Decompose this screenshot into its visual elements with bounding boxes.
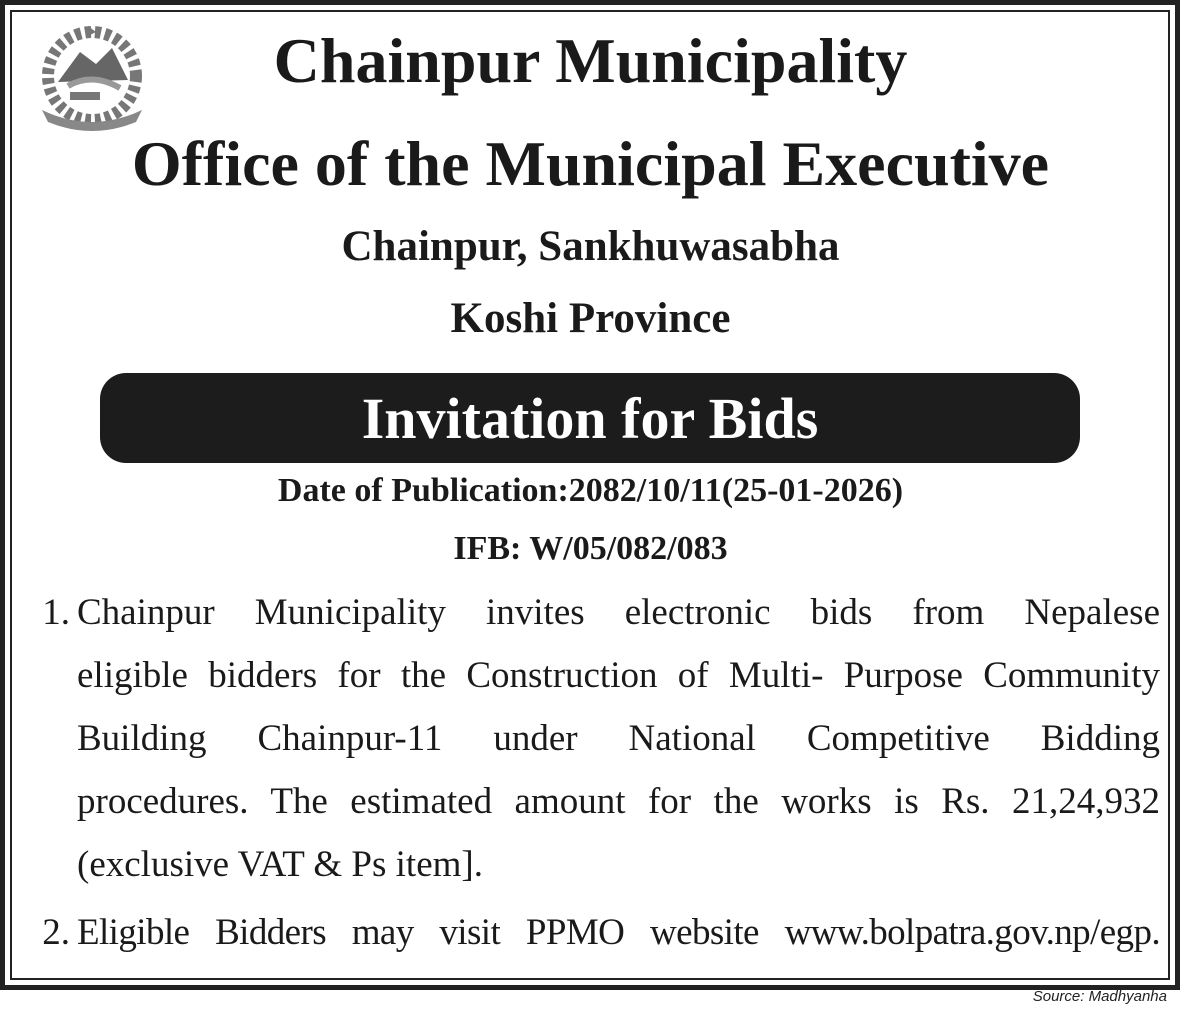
ifb-number: IFB: W/05/082/083 [453,530,728,567]
item-line: procedures. The estimated amount for the works is Rs. 21,24,932 [77,781,1160,822]
source-credit: Source: Madhyanha [1032,988,1167,1005]
item-line: Eligible Bidders may visit PPMO website www.bolpatra.gov.np/egp. [77,912,1160,953]
municipality-title: Chainpur Municipality [273,25,908,96]
office-title: Office of the Municipal Executive [131,128,1050,199]
item-line: (exclusive VAT & Ps item]. [77,844,483,885]
item-number: 1. [42,592,70,633]
item-line: eligible bidders for the Construction of Multi- Purpose Community [77,655,1160,696]
notice-title: Invitation for Bids [361,385,819,451]
publication-date: Date of Publication:2082/10/11(25-01-2026) [277,472,904,509]
item-line: Building Chainpur-11 under National Competitive Bidding [77,718,1160,759]
notice-title-banner [100,373,1080,463]
item-line: Chainpur Municipality invites electronic bids from Nepalese [77,592,1160,633]
item-number: 2. [42,912,70,953]
location: Chainpur, Sankhuwasabha [341,223,840,270]
province: Koshi Province [450,295,731,342]
